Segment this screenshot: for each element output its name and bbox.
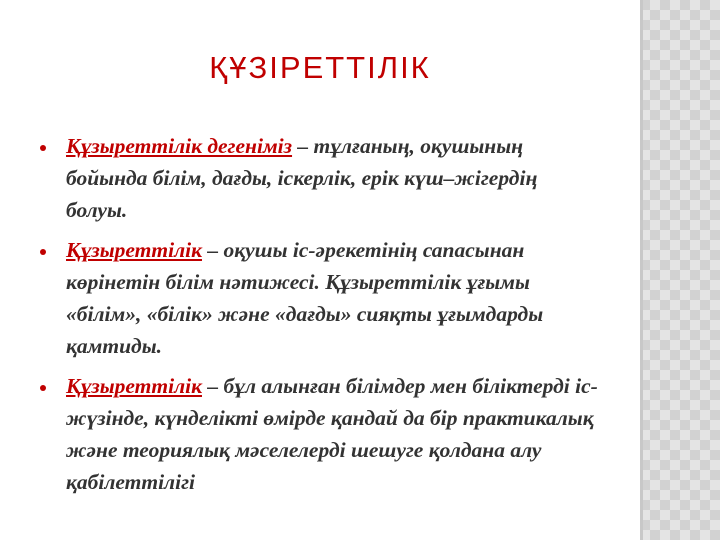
bullet-item [40, 370, 600, 498]
bullet-text [66, 134, 537, 222]
bullet-item [40, 234, 600, 362]
bullet-list [40, 130, 600, 506]
bullet-item [40, 130, 600, 226]
slide-title: ҚҰЗІРЕТТІЛІК [209, 50, 431, 85]
term-link[interactable]: Құзыреттілік дегеніміз [66, 134, 293, 158]
bullet-icon [40, 249, 46, 255]
term-link[interactable]: Құзыреттілік [66, 374, 202, 398]
term-link[interactable]: Құзыреттілік [66, 238, 202, 262]
bullet-text [66, 238, 543, 358]
definition-text: – тұлғаның, оқушының бойында білім, дағды, іскерлік, ерік күш–жігердің болуы. [66, 134, 538, 222]
bullet-icon [40, 385, 46, 391]
definition-text: – оқушы іс-әрекетінің сапасынан көрінетін білім нәтижесі. Құзыреттілік ұғымы «білім», «білік» және «дағды» сияқты ұғымдарды қамтиды. [66, 238, 544, 358]
bullet-icon [40, 145, 46, 151]
definition-text: – бұл алынған білімдер мен біліктерді іс-жүзінде, күнделікті өмірде қандай да бір практикалық және теориялық мәселелерді шешуге қолдана алу қабілеттілігі [66, 374, 598, 494]
decorative-side-pattern [640, 0, 720, 540]
bullet-text [66, 374, 598, 494]
